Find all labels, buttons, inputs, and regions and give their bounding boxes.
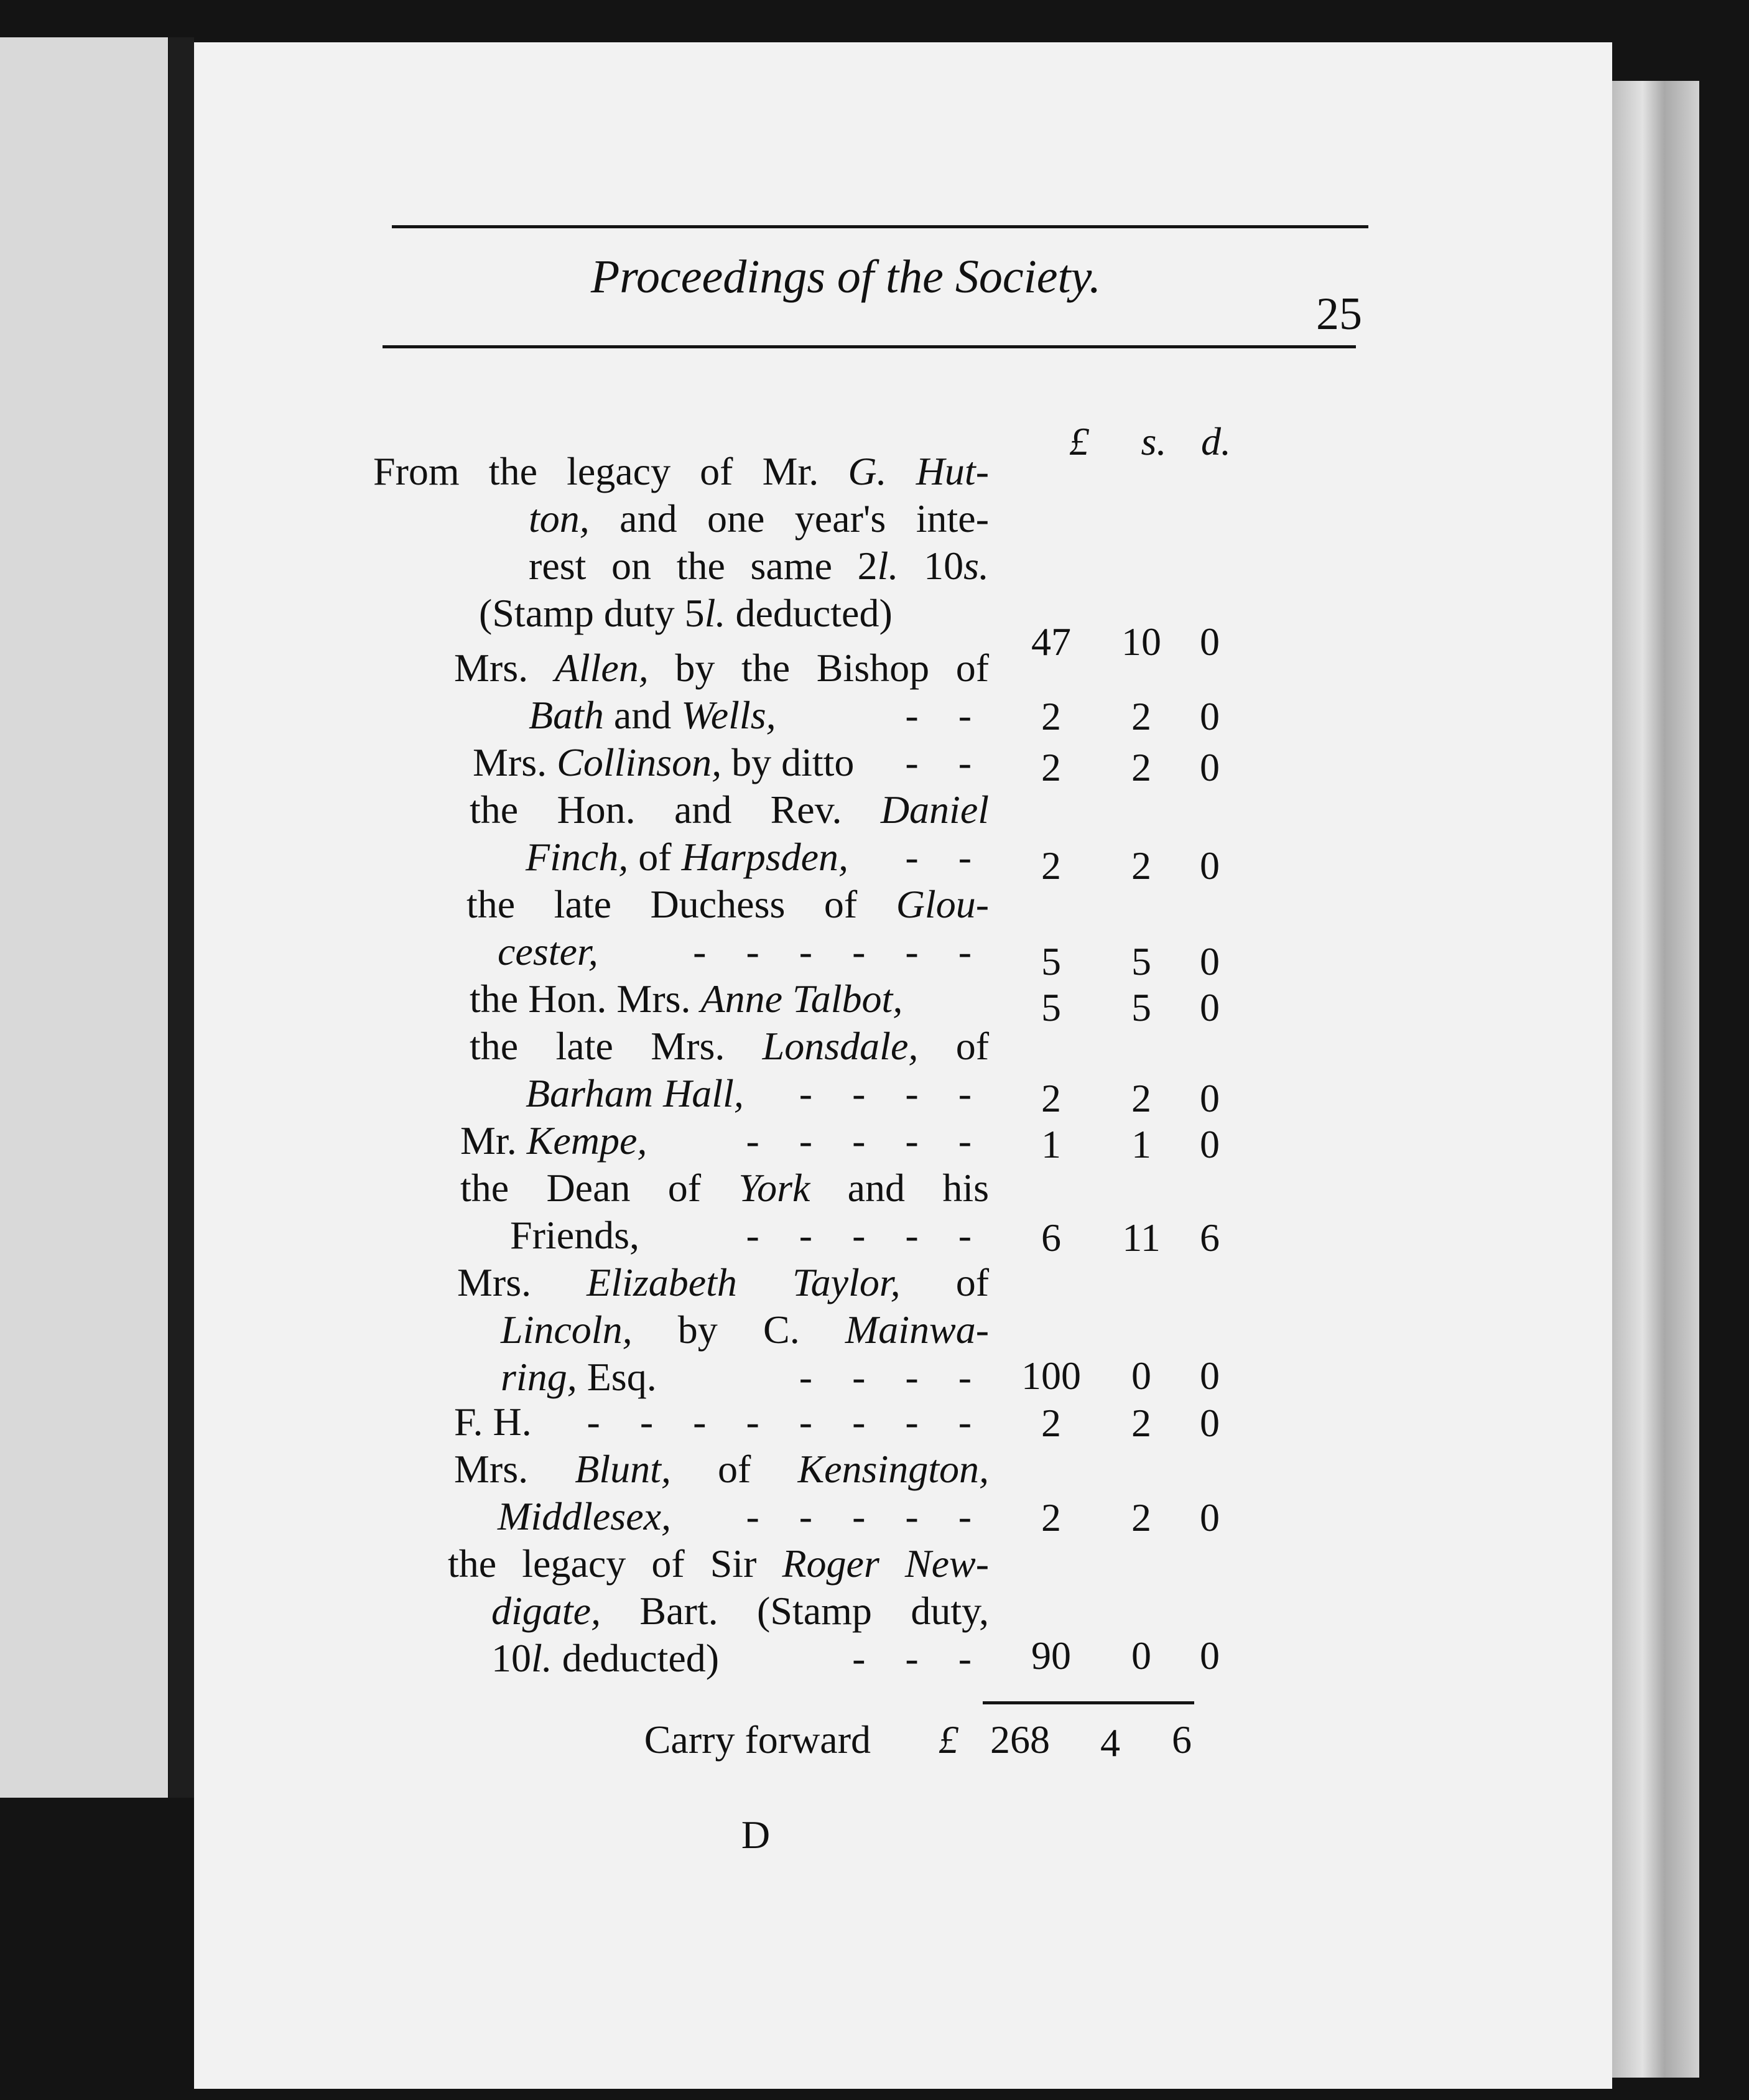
- amount-shillings: 0: [1131, 1354, 1151, 1398]
- page-edge: [1612, 81, 1699, 2078]
- entry-text-line: [466, 881, 989, 928]
- amount-pounds: 2: [1041, 745, 1061, 789]
- italic-run: ring,: [501, 1355, 577, 1399]
- italic-run: Anne Talbot,: [700, 977, 903, 1021]
- entry-text-line: [454, 1493, 989, 1540]
- italic-run: G. Hut-: [848, 449, 990, 493]
- header-rule-bottom: [383, 345, 1356, 348]
- ledger-entry: [470, 1023, 989, 1117]
- entry-text: [470, 977, 902, 1021]
- text-run: and one year's inte-: [589, 496, 989, 541]
- entry-text-line: [470, 975, 989, 1023]
- entry-text-line: [454, 1398, 989, 1446]
- amount-pounds: 90: [1031, 1633, 1071, 1678]
- italic-run: Allen,: [554, 646, 649, 690]
- entry-text-line: [460, 1164, 989, 1212]
- text-run: Mrs.: [454, 1447, 575, 1491]
- text-run: 10: [491, 1636, 531, 1680]
- text-run: of: [670, 1447, 798, 1491]
- entry-text-line: [373, 590, 989, 637]
- amount-shillings: 2: [1131, 745, 1151, 789]
- leader-dashes: - - - - -: [746, 1494, 986, 1538]
- amount-pence: 0: [1200, 1076, 1220, 1120]
- column-head-pence: d.: [1201, 419, 1231, 463]
- text-run: Bart. (Stamp duty,: [600, 1589, 989, 1633]
- ledger-entry: [454, 1446, 989, 1540]
- entry-text-line: [454, 692, 989, 739]
- ledger-entry: [373, 448, 989, 637]
- entry-text: [510, 1212, 639, 1259]
- entry-text: [498, 928, 598, 975]
- entry-text: [454, 646, 989, 690]
- italic-run: Barham Hall,: [526, 1071, 744, 1115]
- entry-text-line: [466, 928, 989, 975]
- italic-run: cester,: [498, 929, 598, 973]
- sum-rule: [983, 1701, 1194, 1704]
- italic-run: York: [738, 1166, 810, 1210]
- text-run: Mrs.: [457, 1260, 587, 1304]
- italic-run: Middlesex,: [498, 1494, 671, 1538]
- italic-run: Kensington,: [797, 1447, 990, 1491]
- amount-pence: 6: [1200, 1215, 1220, 1260]
- amount-pounds: 6: [1041, 1215, 1061, 1260]
- amount-pounds: 1: [1041, 1122, 1061, 1166]
- entry-text-line: [373, 448, 989, 495]
- amount-shillings: 0: [1131, 1633, 1151, 1678]
- text-run: F. H.: [454, 1400, 532, 1444]
- italic-run: Kempe,: [526, 1118, 647, 1163]
- entry-text: [529, 544, 989, 588]
- italic-run: Daniel: [880, 788, 989, 832]
- entry-text-line: [448, 1587, 989, 1635]
- italic-run: l.: [704, 591, 726, 635]
- ledger-entry: [466, 881, 989, 975]
- amount-pounds: 2: [1041, 1401, 1061, 1445]
- amount-pounds: 2: [1041, 694, 1061, 738]
- amount-pence: 0: [1200, 620, 1220, 664]
- text-run: of: [918, 1024, 989, 1068]
- amount-shillings: 2: [1131, 694, 1151, 738]
- text-run: and: [603, 693, 682, 737]
- total-pence: 6: [1172, 1717, 1192, 1762]
- leader-dashes: - - -: [852, 1636, 986, 1680]
- amount-pence: 0: [1200, 1122, 1220, 1166]
- entry-text: [473, 739, 854, 786]
- leader-dashes: - - - -: [799, 1071, 986, 1115]
- italic-run: Finch,: [526, 835, 629, 879]
- entry-text: [501, 1354, 657, 1401]
- carry-forward-label: Carry forward: [644, 1717, 871, 1762]
- ledger-entry: [473, 739, 989, 786]
- amount-pence: 0: [1200, 694, 1220, 738]
- entry-text-line: [457, 1259, 989, 1306]
- amount-shillings: 2: [1131, 1401, 1151, 1445]
- leader-dashes: - -: [905, 693, 986, 737]
- entry-text-line: [457, 1306, 989, 1354]
- entry-text: [526, 1070, 744, 1117]
- amount-shillings: 2: [1131, 1495, 1151, 1540]
- amount-pounds: 5: [1041, 985, 1061, 1029]
- amount-shillings: 10: [1121, 620, 1161, 664]
- book-spine: [169, 37, 194, 1798]
- text-run: rest on the same 2: [529, 544, 878, 588]
- amount-pounds: 2: [1041, 1076, 1061, 1120]
- amount-pence: 0: [1200, 1633, 1220, 1678]
- entry-text: [501, 1308, 989, 1352]
- italic-run: Mainwa-: [845, 1308, 989, 1352]
- italic-run: Harpsden,: [681, 835, 849, 879]
- leader-dashes: - - - - -: [746, 1213, 986, 1257]
- leader-dashes: - - - -: [799, 1355, 986, 1399]
- text-run: Friends,: [510, 1213, 639, 1257]
- entry-text-line: [470, 834, 989, 881]
- ledger-entry: [454, 1398, 989, 1446]
- italic-run: Elizabeth Taylor,: [587, 1260, 901, 1304]
- amount-shillings: 1: [1131, 1122, 1151, 1166]
- entry-text: [466, 882, 989, 926]
- text-run: of: [900, 1260, 989, 1304]
- entry-text: [470, 788, 989, 832]
- ledger-entry: [457, 1259, 989, 1401]
- entry-text-line: [373, 495, 989, 542]
- ledger-entry: [460, 1117, 989, 1164]
- text-run: the Hon. Mrs.: [470, 977, 701, 1021]
- italic-run: Glou-: [896, 882, 989, 926]
- total-shillings: 4: [1100, 1721, 1120, 1765]
- ledger-entry: [470, 975, 989, 1023]
- entry-text: [491, 1635, 719, 1682]
- amount-pence: 0: [1200, 1354, 1220, 1398]
- header-rule-top: [392, 225, 1368, 228]
- amount-shillings: 5: [1131, 985, 1151, 1029]
- leader-dashes: - -: [905, 835, 986, 879]
- leader-dashes: - - - - -: [746, 1118, 986, 1163]
- ledger-entry: [460, 1164, 989, 1259]
- entry-text: [457, 1260, 989, 1304]
- left-page: [0, 37, 168, 1798]
- text-run: by C.: [632, 1308, 845, 1352]
- text-run: deducted): [552, 1636, 720, 1680]
- entry-text-line: [470, 786, 989, 834]
- entry-text: [491, 1589, 989, 1633]
- entry-text: [479, 591, 893, 635]
- amount-pounds: 100: [1021, 1354, 1081, 1398]
- entry-text: [460, 1117, 647, 1164]
- text-run: Esq.: [577, 1355, 657, 1399]
- entry-text-line: [470, 1070, 989, 1117]
- amount-pounds: 47: [1031, 620, 1071, 664]
- text-run: and his: [810, 1166, 990, 1210]
- text-run: 10: [898, 544, 964, 588]
- entry-text-line: [454, 1446, 989, 1493]
- text-run: by the Bishop of: [648, 646, 990, 690]
- ledger-entry: [448, 1540, 989, 1682]
- column-head-shillings: s.: [1141, 419, 1167, 463]
- entry-text-line: [473, 739, 989, 786]
- entry-text-line: [470, 1023, 989, 1070]
- text-run: Mrs.: [473, 740, 557, 784]
- italic-run: l.: [531, 1636, 552, 1680]
- text-run: Mr.: [460, 1118, 527, 1163]
- entry-text: [526, 834, 848, 881]
- amount-pence: 0: [1200, 745, 1220, 789]
- column-head-pounds: £: [1069, 419, 1089, 463]
- italic-run: Collinson,: [557, 740, 722, 784]
- italic-run: Roger New-: [782, 1541, 989, 1586]
- italic-run: Wells,: [681, 693, 776, 737]
- signature-mark: D: [741, 1813, 771, 1857]
- entry-text: [498, 1493, 671, 1540]
- italic-run: ton,: [529, 496, 590, 541]
- page-number: 25: [1316, 289, 1362, 340]
- entry-text-line: [460, 1212, 989, 1259]
- italic-run: l.: [877, 544, 899, 588]
- text-run: the Hon. and Rev.: [470, 788, 881, 832]
- amount-pence: 0: [1200, 939, 1220, 983]
- entry-text: [529, 692, 776, 739]
- total-pounds: 268: [990, 1717, 1050, 1762]
- amount-pounds: 2: [1041, 843, 1061, 888]
- text-run: (Stamp duty 5: [479, 591, 705, 635]
- italic-run: Lincoln,: [501, 1308, 633, 1352]
- amount-shillings: 11: [1122, 1215, 1161, 1260]
- entry-text: [448, 1541, 989, 1586]
- ledger-entry: [454, 644, 989, 739]
- entry-text-line: [373, 542, 989, 590]
- italic-run: digate,: [491, 1589, 601, 1633]
- italic-run: Lonsdale,: [762, 1024, 919, 1068]
- running-title: Proceedings of the Society.: [590, 251, 1102, 303]
- italic-run: Bath: [529, 693, 604, 737]
- leader-dashes: - - - - - -: [693, 929, 986, 973]
- entry-text: [529, 496, 989, 541]
- text-run: deducted): [725, 591, 893, 635]
- text-run: the Dean of: [460, 1166, 739, 1210]
- entry-text-line: [448, 1635, 989, 1682]
- text-run: Mrs.: [454, 646, 555, 690]
- text-run: by ditto: [721, 740, 855, 784]
- text-run: of: [628, 835, 682, 879]
- amount-pounds: 2: [1041, 1495, 1061, 1540]
- leader-dashes: - - - - - - - -: [587, 1400, 986, 1444]
- entry-text-line: [460, 1117, 989, 1164]
- amount-shillings: 5: [1131, 939, 1151, 983]
- entry-text: [373, 449, 989, 493]
- italic-run: s.: [963, 544, 990, 588]
- amount-pounds: 5: [1041, 939, 1061, 983]
- text-run: From the legacy of Mr.: [373, 449, 848, 493]
- amount-pence: 0: [1200, 1495, 1220, 1540]
- entry-text-line: [454, 644, 989, 692]
- italic-run: Blunt,: [575, 1447, 671, 1491]
- text-run: the late Duchess of: [466, 882, 896, 926]
- entry-text: [454, 1398, 532, 1446]
- carry-forward-currency: £: [939, 1717, 958, 1762]
- entry-text-line: [448, 1540, 989, 1587]
- amount-shillings: 2: [1131, 1076, 1151, 1120]
- leader-dashes: - -: [905, 740, 986, 784]
- text-run: the late Mrs.: [470, 1024, 763, 1068]
- entry-text: [470, 1024, 989, 1068]
- text-run: the legacy of Sir: [448, 1541, 782, 1586]
- amount-shillings: 2: [1131, 843, 1151, 888]
- amount-pence: 0: [1200, 843, 1220, 888]
- entry-text: [454, 1447, 989, 1491]
- amount-pence: 0: [1200, 985, 1220, 1029]
- entry-text-line: [457, 1354, 989, 1401]
- ledger-entry: [470, 786, 989, 881]
- entry-text: [460, 1166, 989, 1210]
- amount-pence: 0: [1200, 1401, 1220, 1445]
